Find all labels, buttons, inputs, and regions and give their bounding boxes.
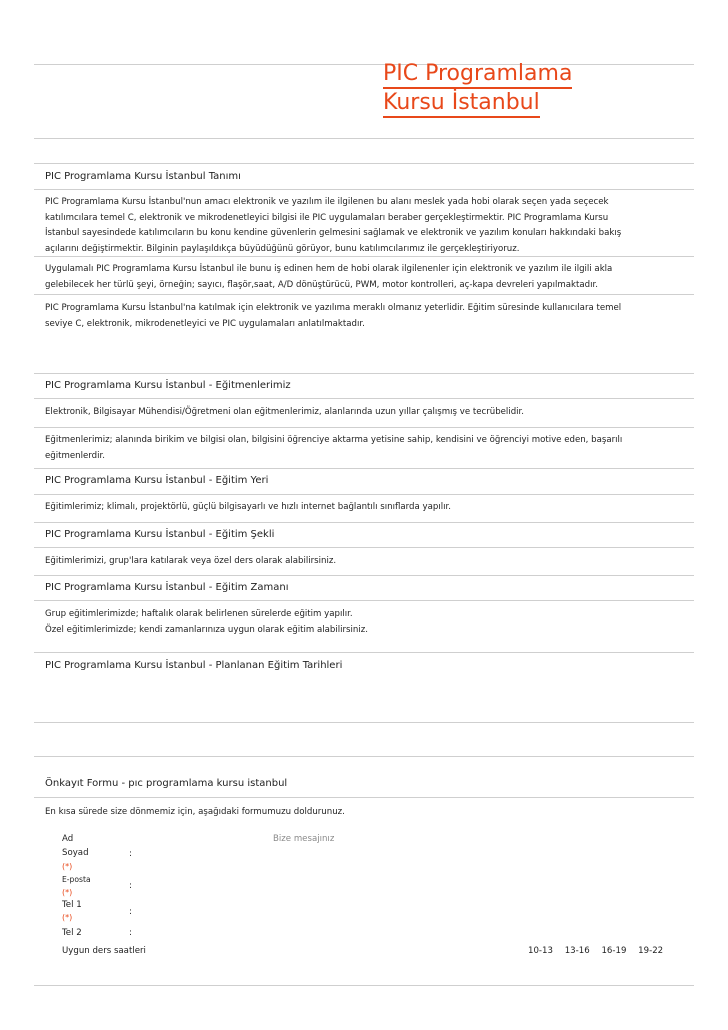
paragraph-rule — [34, 294, 694, 295]
section-rule — [34, 373, 694, 374]
section-rule — [34, 398, 694, 399]
section-heading-egitim-tarihleri: PIC Programlama Kursu İstanbul - Planlanan Eğitim Tarihleri — [45, 660, 343, 671]
soyad-required-mark: (*) — [62, 862, 73, 871]
form-heading: Önkayıt Formu - pıc programlama kursu istanbul — [45, 778, 288, 789]
egitmen-paragraph-1: Elektronik, Bilgisayar Mühendisi/Öğretmeni olan eğitmenlerimiz, alanlarında uzun yıllar çalışmış ve tecrübelidir. — [45, 407, 525, 417]
text-line: Uygulamalı PIC Programlama Kursu İstanbul ile bunu iş edinen hem de hobi olarak ilgilenenler için elektronik ve yazılım ile ilgili akla — [45, 264, 613, 274]
egitim-yeri-paragraph: Eğitimlerimiz; klimalı, projektörlü, güçlü bilgisayarlı ve hızlı internet bağlantılı sınıflarda yapılır. — [45, 502, 451, 512]
egitim-zamani-paragraph — [45, 607, 685, 638]
text-line: Özel eğitimlerimizde; kendi zamanlarınıza uygun olarak eğitim alabilirsiniz. — [45, 624, 368, 635]
tel1-label: Tel 1 — [62, 900, 82, 910]
tanim-paragraph-1 — [45, 195, 685, 257]
top-rule — [34, 64, 694, 65]
section-rule — [34, 575, 694, 576]
time-slot-option[interactable]: 13-16 — [564, 946, 590, 956]
ders-saatleri-label: Uygun ders saatleri — [62, 946, 146, 956]
time-slot-list — [528, 946, 672, 956]
text-line: eğitmenlerdir. — [45, 450, 105, 461]
egitim-sekli-paragraph: Eğitimlerimizi, grup'lara katılarak veya özel ders olarak alabilirsiniz. — [45, 556, 337, 566]
paragraph-rule — [34, 256, 694, 257]
egitmen-paragraph-2 — [45, 433, 685, 464]
section-rule — [34, 722, 694, 723]
tanim-paragraph-3 — [45, 301, 685, 332]
tanim-paragraph-2 — [45, 262, 685, 293]
eposta-label: E-posta — [62, 875, 91, 884]
text-line: PIC Programlama Kursu İstanbul'na katılmak için elektronik ve yazılıma meraklı olmanız yeterlidir. Eğitim süresinde kullanıcılara temel — [45, 303, 622, 313]
eposta-required-mark: (*) — [62, 888, 73, 897]
page-title-line1: PIC Programlama — [383, 60, 572, 89]
text-line: seviye C, elektronik, mikrodenetleyici ve PIC uygulamaları anlatılmaktadır. — [45, 318, 365, 329]
section-rule — [34, 189, 694, 190]
tel2-label: Tel 2 — [62, 928, 82, 938]
tel2-field[interactable]: : — [129, 928, 132, 938]
soyad-label: Soyad — [62, 848, 89, 858]
section-rule — [34, 522, 694, 523]
section-rule — [34, 494, 694, 495]
text-line: PIC Programlama Kursu İstanbul'nun amacı elektronik ve yazılım ile ilgilenen bu alanı meslek yada hobi olarak seçen yada seçecek — [45, 197, 609, 207]
tel1-required-mark: (*) — [62, 913, 73, 922]
text-line: açılarını değiştirmektir. Bilginin paylaşıldıkça büyüdüğünü görüyor, bunu katılımcılarımız ile gerçekleştiriyoruz. — [45, 243, 520, 254]
message-label: Bize mesajınız — [273, 834, 335, 844]
section-rule — [34, 163, 694, 164]
ad-label: Ad — [62, 834, 74, 844]
bottom-rule — [34, 985, 694, 986]
section-heading-egitim-zamani: PIC Programlama Kursu İstanbul - Eğitim Zamanı — [45, 582, 289, 593]
section-heading-egitim-yeri: PIC Programlama Kursu İstanbul - Eğitim Yeri — [45, 475, 269, 486]
text-line: katılımcılara temel C, elektronik ve mikrodenetleyici bilgisi ile PIC uygulamaları beraber gerçekleştirmektir. PIC Programlama Kursu — [45, 212, 609, 223]
text-line: Grup eğitimlerimizde; haftalık olarak belirlenen sürelerde eğitim yapılır. — [45, 609, 353, 619]
page-title — [383, 60, 572, 118]
text-line: gelebilecek her türlü şeyi, örneğin; sayıcı, flaşör,saat, A/D dönüştürücü, PWM, motor kontrolleri, aç-kapa devreleri yapılmaktadır. — [45, 279, 598, 290]
section-rule — [34, 756, 694, 757]
section-heading-egitmenler: PIC Programlama Kursu İstanbul - Eğitmenlerimiz — [45, 380, 291, 391]
time-slot-option[interactable]: 19-22 — [638, 946, 664, 956]
section-rule — [34, 652, 694, 653]
section-heading-egitim-sekli: PIC Programlama Kursu İstanbul - Eğitim Şekli — [45, 529, 275, 540]
section-rule — [34, 600, 694, 601]
eposta-field[interactable]: : — [129, 881, 132, 891]
section-rule — [34, 797, 694, 798]
text-line: İstanbul sayesindede katılımcıların bu konu kendine güvenlerin gelmesini sağlamak ve elektronik ve yazılım konuları hakkındaki bakış — [45, 228, 622, 238]
time-slot-option[interactable]: 10-13 — [528, 946, 553, 956]
soyad-field[interactable]: : — [129, 849, 132, 859]
section-rule — [34, 468, 694, 469]
text-line: Eğitmenlerimiz; alanında birikim ve bilgisi olan, bilgisini öğrenciye aktarma yetisine sahip, kendisini ve öğrenciyi motive eden, başarılı — [45, 435, 623, 445]
paragraph-rule — [34, 427, 694, 428]
time-slot-option[interactable]: 16-19 — [601, 946, 627, 956]
page-title-line2: Kursu İstanbul — [383, 89, 540, 118]
section-rule — [34, 547, 694, 548]
tel1-field[interactable]: : — [129, 907, 132, 917]
title-bottom-rule — [34, 138, 694, 139]
form-intro: En kısa sürede size dönmemiz için, aşağıdaki formumuzu doldurunuz. — [45, 807, 345, 817]
section-heading-tanim: PIC Programlama Kursu İstanbul Tanımı — [45, 171, 241, 182]
